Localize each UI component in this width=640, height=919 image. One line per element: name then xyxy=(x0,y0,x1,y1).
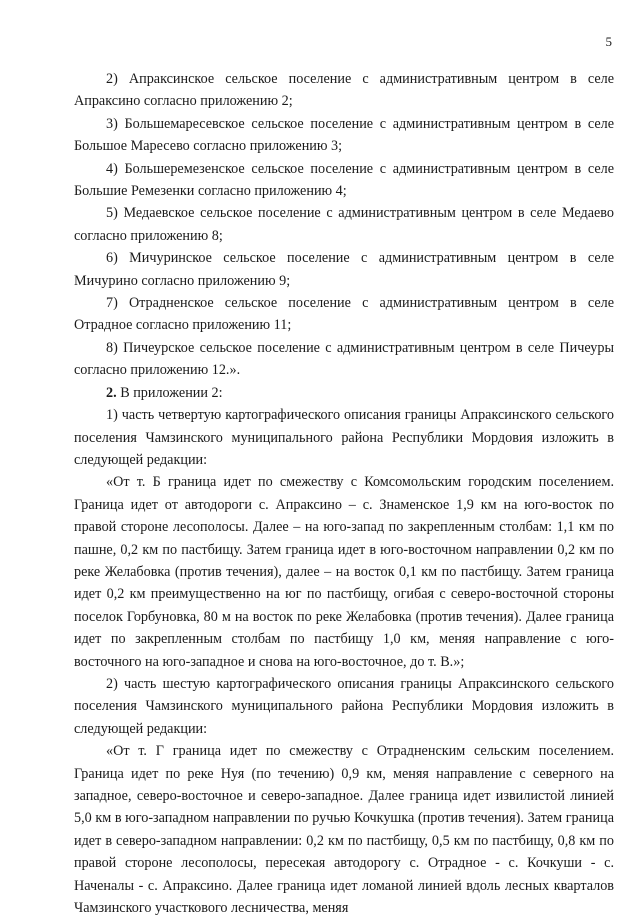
paragraph-item-2: 2) Апраксинское сельское поселение с административным центром в селе Апраксино согласно приложению 2; xyxy=(74,71,614,110)
amendment-paragraph-2: 2) часть шестую картографического описания границы Апраксинского сельского поселения Чамзинского муниципального района Республики Мордовия изложить в следующей редакции: xyxy=(74,675,614,737)
page-number: 5 xyxy=(605,34,612,49)
paragraph-item-8: 8) Пичеурское сельское поселение с административным центром в селе Пичеуры согласно приложению 12.». xyxy=(74,339,614,379)
section-number: 2. xyxy=(106,384,117,401)
amendment-paragraph-1: 1) часть четвертую картографического описания границы Апраксинского сельского поселения Чамзинского муниципального района Республики Мордовия изложить в следующей редакции: xyxy=(74,407,614,468)
paragraph-item-5: 5) Медаевское сельское поселение с административным центром в селе Медаево согласно приложению 8; xyxy=(74,205,614,244)
paragraph-item-4: 4) Большеремезенское сельское поселение с административным центром в селе Большие Ремезенки согласно приложению 4; xyxy=(74,160,614,200)
boundary-description-2: «От т. Г граница идет по смежеству с Отрадненским сельским поселением. Граница идет по реке Нуя (по течению) 0,9 км, меняя направление с северного на западное, северо-восточное и северо-западное. Далее граница идет извилистой линией 5,0 км в юго-западном направлении по ручью Кочкушка (против течения). Затем граница идет в северо-западном направлении: 0,2 км по пастбищу, 0,5 км по пастбищу, 0,8 км по правой стороне лесополосы, пересекая автодорогу с. Отрадное - с. Кочкуши - с. Наченалы - с. Апраксино. Далее граница идет ломаной линией вдоль лесных кварталов Чамзинского участкового лесничества, меняя xyxy=(74,743,614,917)
section-heading-text: В приложении 2: xyxy=(116,384,223,401)
paragraph-item-3: 3) Большемаресевское сельское поселение с административным центром в селе Большое Маресево согласно приложению 3; xyxy=(74,115,614,155)
boundary-description-1: «От т. Б граница идет по смежеству с Комсомольским городским поселением. Граница идет от автодороги с. Апраксино – с. Знаменское 1,9 км на юго-восток по правой стороне лесополосы. Далее – на юго-запад по закрепленным столбам: 1,1 км по пашне, 0,2 км по пастбищу. Затем граница идет в юго-восточном направлении 0,2 км по реке Желабовка (против течения), далее – на восток 0,1 км по пастбищу. Затем граница идет 0,2 км преимущественно на юг по пастбищу, огибая с северо-восточной стороны поселок Горбуновка, 80 м на восток по реке Желабовка (против течения). Далее граница идет по закрепленным столбам по пастбищу 1,0 км, меняя направление с юго-восточного на юго-западное и снова на юго-восточное, до т. В.»; xyxy=(74,474,614,670)
paragraph-item-7: 7) Отрадненское сельское поселение с административным центром в селе Отрадное согласно приложению 11; xyxy=(74,295,614,334)
paragraph-item-6: 6) Мичуринское сельское поселение с административным центром в селе Мичурино согласно приложению 9; xyxy=(74,250,614,289)
section-heading xyxy=(74,382,614,404)
document-body xyxy=(74,68,614,919)
